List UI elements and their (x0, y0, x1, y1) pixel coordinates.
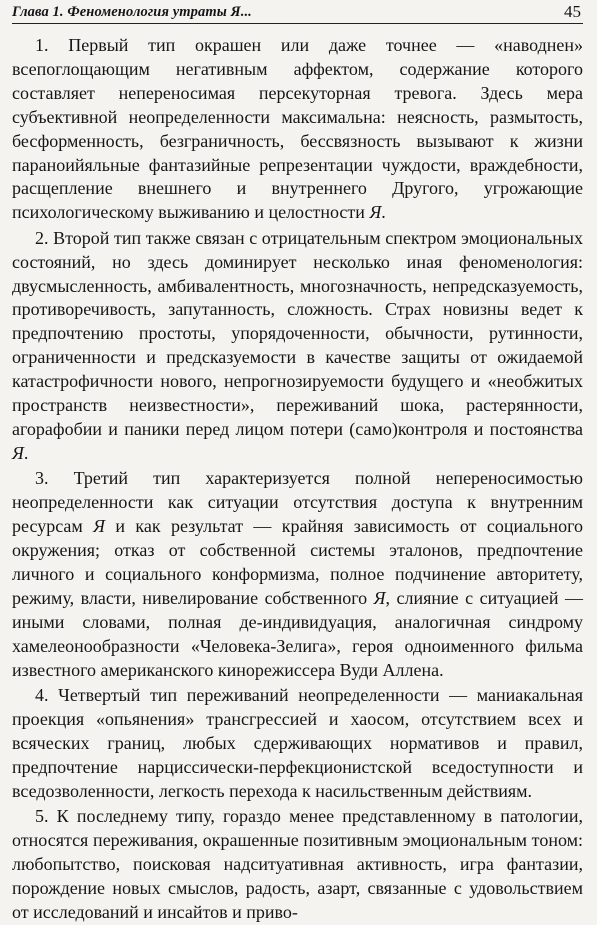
paragraph-2: 2. Второй тип также связан с отрицательным спектром эмоциональных состояний, но здесь доминирует несколько иная феноменология: двусмысленность, амбивалентность, многозначность, непредсказуемость, противоречивость, запутанность, сложность. Страх новизны ведет к предпочтению простоты, упорядоченности, обычности, рутинности, ограниченности и предсказуемости в качестве защиты от ожидаемой катастрофичности нового, непрогнозируемости будущего и «необжитых пространств неизвестности», переживаний шока, растерянности, агорафобии и паники перед лицом потери (само)контроля и постоянства Я. (12, 227, 583, 463)
paragraph-3: 3. Третий тип характеризуется полной непереносимостью неопределенности как ситуации отсутствия доступа к внутренним ресурсам Я и как результат — крайняя зависимость от социального окружения; отказ от собственной системы эталонов, предпочтение личного и социального конформизма, полное подчинение авторитету, режиму, власти, нивелирование собственного Я, слияние с ситуацией — иными словами, полная де-индивидуация, аналогичная синдрому хамелеонообразности «Человека-Зелига», героя одноименного фильма известного американского кинорежиссера Вуди Аллена. (12, 468, 584, 680)
running-head: Глава 1. Феноменология утраты Я... (12, 4, 252, 20)
paragraph-5: 5. К последнему типу, гораздо менее представленному в патологии, относятся переживания, окрашенные позитивным эмоциональным тоном: любопытство, поисковая надситуативная активность, игра фантазии, порождение новых смыслов, радость, азарт, связанные с удовольствием от исследований и инсайтов и приво- (12, 806, 583, 922)
page-number: 45 (564, 2, 581, 21)
page-body (12, 34, 583, 925)
page-header (12, 0, 583, 24)
paragraph-4: 4. Четвертый тип переживаний неопределенности — маниакальная проекция «опьянения» трансгрессией и хаосом, отсутствием всех и всяческих границ, любых сдерживающих нормативов и правил, предпочтение нарциссически-перфекционистской вседоступности и вседозволенности, легкость перехода к насильственным действиям. (12, 684, 583, 801)
paragraph-1: 1. Первый тип окрашен или даже точнее — «наводнен» всепоглощающим негативным аффектом, содержание которого составляет непереносимая персекуторная тревога. Здесь мера субъективной неопределенности максимальна: неясность, размытость, бесформенность, безграничность, бессвязность вызывают к жизни параноийяльные фантазийные репрезентации чуждости, враждебности, расщепление внешнего и внутреннего Другого, угрожающие психологическому выживанию и целостности Я. (12, 35, 583, 223)
